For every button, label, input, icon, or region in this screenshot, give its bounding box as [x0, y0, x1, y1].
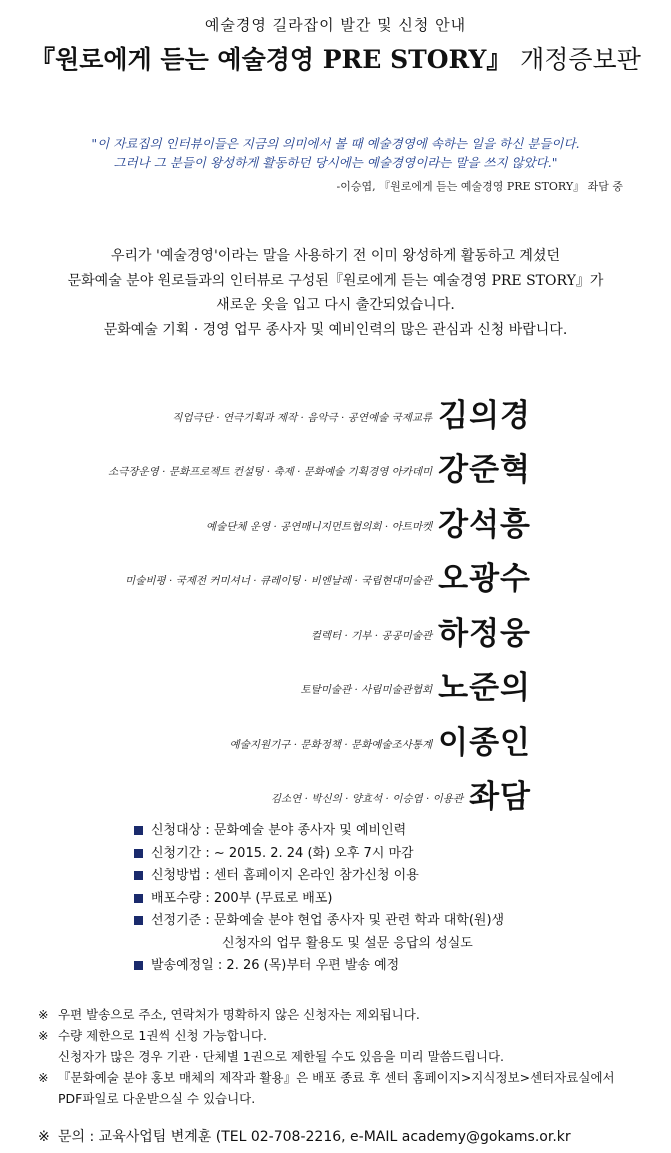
speaker-name: 노준의 [438, 670, 531, 706]
note-item [38, 1025, 658, 1046]
intro-line-2: 문화예술 분야 원로들과의 인터뷰로 구성된『원로에게 듣는 예술경영 PRE STORY』가 [67, 272, 604, 289]
note-item [38, 1067, 658, 1088]
title-main: 『원로에게 듣는 예술경영 PRE STORY』 [30, 45, 512, 74]
page-title [0, 40, 671, 76]
speaker-desc: 토탈미술관 · 사립미술관협회 [300, 684, 433, 696]
speaker-name: 오광수 [438, 561, 531, 597]
speaker-item [11, 707, 531, 762]
quote-block [0, 134, 671, 172]
header-subtitle: 예술경영 길라잡이 발간 및 신청 안내 [204, 16, 467, 34]
notes [38, 1004, 658, 1109]
info-text: 신청대상 : 문화예술 분야 종사자 및 예비인력 [151, 823, 407, 838]
square-bullet-icon [134, 961, 143, 970]
speaker-desc: 예술지원기구 · 문화정책 · 문화예술조사통계 [229, 738, 433, 751]
speaker-name: 이종인 [438, 724, 531, 761]
speaker-item [11, 489, 531, 544]
speaker-desc: 예술단체 운영 · 공연매니지먼트협의회 · 아트마켓 [205, 520, 433, 533]
square-bullet-icon [134, 894, 143, 903]
info-text: 배포수량 : 200부 (무료로 배포) [151, 890, 333, 906]
speaker-item [11, 653, 531, 708]
speaker-name: 하정웅 [438, 615, 531, 652]
reference-mark-icon: ※ [38, 1007, 49, 1022]
reference-mark-icon: ※ [38, 1129, 50, 1145]
intro-text [0, 244, 671, 342]
speaker-item [11, 544, 531, 599]
quote-line-1: "이 자료집의 인터뷰이들은 지금의 의미에서 볼 때 예술경영에 속하는 일을 하신 분들이다. [91, 136, 580, 151]
info-text: 신청기간 : ~ 2015. 2. 24 (화) 오후 7시 마감 [151, 845, 414, 861]
note-item [38, 1004, 658, 1025]
speaker-desc: 소극장운영 · 문화프로젝트 컨설팅 · 축제 · 문화예술 기획경영 아카데미 [108, 466, 433, 478]
note-text-cont: PDF파일로 다운받으실 수 있습니다. [58, 1091, 256, 1106]
speaker-item [11, 380, 531, 435]
reference-mark-icon: ※ [38, 1028, 49, 1043]
intro-line-4: 문화예술 기획 · 경영 업무 종사자 및 예비인력의 많은 관심과 신청 바랍니다. [103, 321, 568, 338]
speaker-desc: 미술비평 · 국제전 커미셔너 · 큐레이팅 · 비엔날레 · 국립현대미술관 [125, 575, 433, 587]
info-target [134, 820, 634, 843]
info-text: 발송예정일 : 2. 26 (목)부터 우편 발송 예정 [151, 958, 400, 973]
speaker-item [11, 598, 531, 653]
quote-line-2: 그러나 그 분들이 왕성하게 활동하던 당시에는 예술경영이라는 말을 쓰지 않았다." [113, 155, 558, 170]
note-text-cont: 신청자가 많은 경우 기관 · 단체별 1권으로 제한될 수도 있음을 미리 말씀드립니다. [58, 1049, 505, 1064]
square-bullet-icon [134, 916, 143, 925]
info-criteria [134, 910, 634, 933]
note-text: 수량 제한으로 1권씩 신청 가능합니다. [58, 1028, 267, 1043]
speaker-desc: 컬렉터 · 기부 · 공공미술관 [310, 629, 433, 642]
speaker-desc: 김소연 · 박신의 · 양효석 · 이승엽 · 이용관 [270, 793, 464, 805]
speaker-desc: 직업극단 · 연극기획과 제작 · 음악극 · 공연예술 국제교류 [172, 411, 433, 424]
speaker-name: 강석흥 [438, 506, 531, 543]
square-bullet-icon [134, 871, 143, 880]
intro-line-1: 우리가 '예술경영'이라는 말을 사용하기 전 이미 왕성하게 활동하고 계셨던 [110, 248, 561, 264]
contact-info [38, 1126, 571, 1146]
info-text: 선정기준 : 문화예술 분야 현업 종사자 및 관련 학과 대학(원)생 [151, 913, 505, 928]
info-criteria-cont: 신청자의 업무 활용도 및 설문 응답의 성실도 [222, 935, 473, 951]
application-info [134, 820, 634, 978]
speaker-item [11, 435, 531, 490]
info-text: 신청방법 : 센터 홈페이지 온라인 참가신청 이용 [151, 868, 419, 883]
info-period [134, 843, 634, 866]
info-quantity [134, 888, 634, 911]
reference-mark-icon: ※ [38, 1070, 49, 1085]
info-method [134, 865, 634, 888]
contact-text: 문의 : 교육사업팀 변계훈 (TEL 02-708-2216, e-MAIL academy@gokams.or.kr [58, 1129, 571, 1145]
speaker-list [11, 380, 531, 816]
title-tail: 개정증보판 [520, 45, 641, 74]
speaker-name: 좌담 [469, 779, 531, 815]
speaker-item [11, 762, 531, 817]
note-text: 『문화예술 분야 홍보 매체의 제작과 활용』은 배포 종료 후 센터 홈페이지>지식정보>센터자료실에서 [58, 1070, 615, 1085]
speaker-name: 김의경 [438, 397, 531, 434]
intro-line-3: 새로운 옷을 입고 다시 출간되었습니다. [216, 297, 455, 313]
note-text: 우편 발송으로 주소, 연락처가 명확하지 않은 신청자는 제외됩니다. [58, 1007, 420, 1022]
speaker-name: 강준혁 [438, 452, 531, 488]
square-bullet-icon [134, 849, 143, 858]
quote-source: -이승엽, 『원로에게 듣는 예술경영 PRE STORY』 좌담 중 [336, 180, 623, 193]
square-bullet-icon [134, 826, 143, 835]
info-shipping [134, 955, 634, 978]
